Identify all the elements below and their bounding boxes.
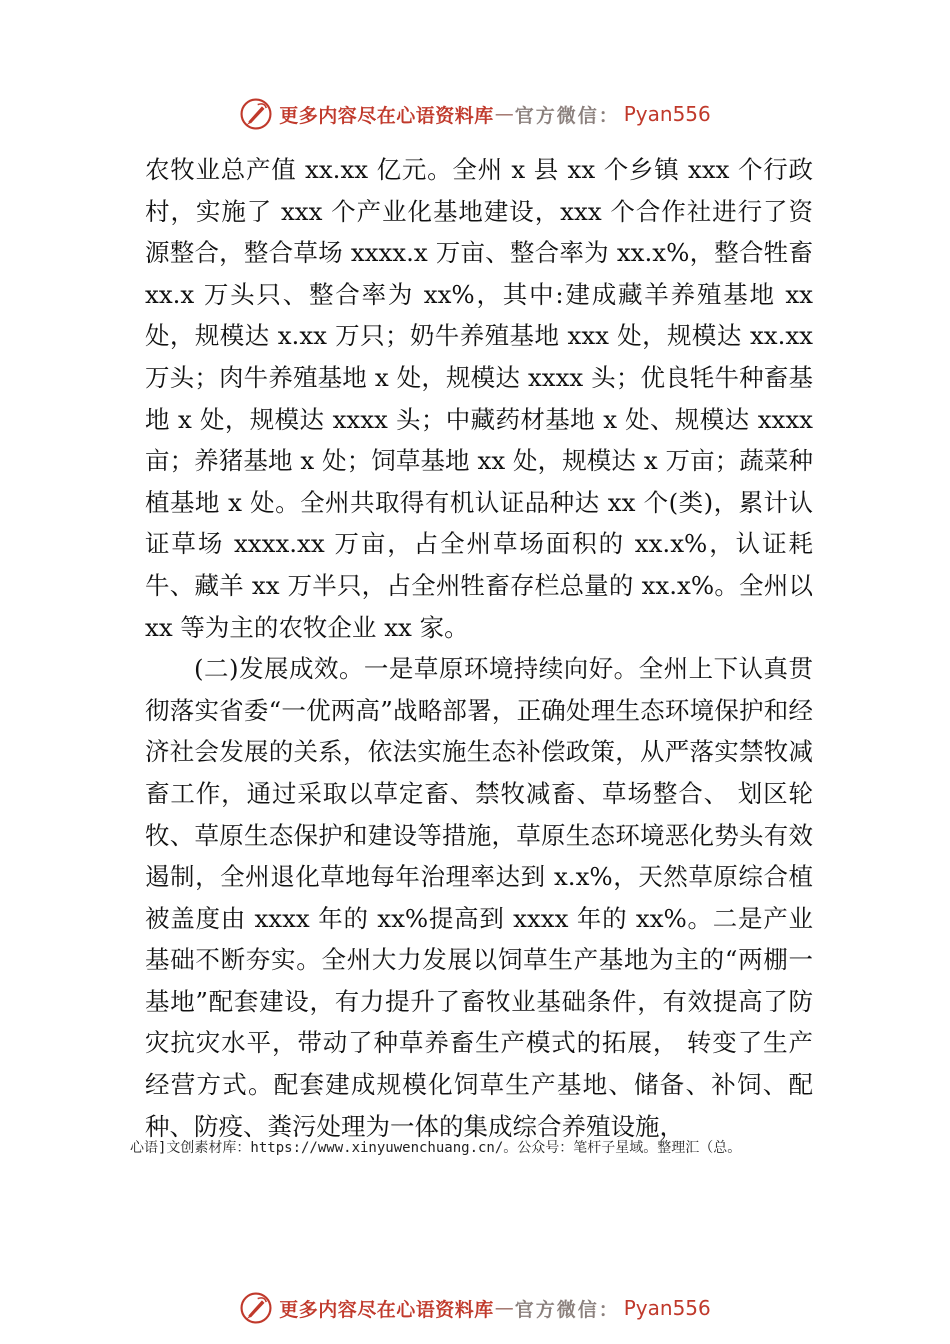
paragraph-1: 农牧业总产值 xx.xx 亿元。全州 x 县 xx 个乡镇 xxx 个行政村，实施了 xxx 个产业化基地建设，xxx 个合作社进行了资源整合，整合草场 xxxx.x 万亩、整合率为 xx.x%，整合牲畜 xx.x 万头只、整合率为 xx%，其中:建成藏羊养殖基地 xx 处，规模达 x.xx 万只；奶牛养殖基地 xxx 处，规模达 xx.xx 万头；肉牛养殖基地 x 处，规模达 xxxx 头；优良牦牛种畜基地 x 处，规模达 xxxx 头；中藏药材基地 x 处、规模达 xxxx 亩；养猪基地 x 处；饲草基地 xx 处，规模达 x 万亩；蔬菜种植基地 x 处。全州共取得有机认证品种达 xx 个(类)，累计认证草场 xxxx.xx 万亩，占全州草场面积的 xx.x%，认证耗牛、藏羊 xx 万半只，占全州牲畜存栏总量的 xx.x%。全州以 xx 等为主的农牧企业 xx 家。 — [145, 155, 813, 642]
banner-dash: — — [494, 1297, 514, 1319]
brush-logo-icon — [239, 97, 273, 131]
bottom-banner — [0, 1288, 950, 1328]
footer-source-note: 心语]文创素材库：https://www.xinyuwenchuang.cn/。公众号：笔杆子星域。整理汇（总。 — [130, 1140, 742, 1156]
paragraph-2: (二)发展成效。一是草原环境持续向好。全州上下认真贯彻落实省委“一优两高”战略部署，正确处理生态环境保护和经济社会发展的关系，依法实施生态补偿政策，从严落实禁牧减畜工作，通过采取以草定畜、禁牧减畜、草场整合、 划区轮牧、草原生态保护和建设等措施，草原生态环境恶化势头有效遏制，全州退化草地每年治理率达到 x.x%，天然草原综合植被盖度由 xxxx 年的 xx%提高到 xxxx 年的 xx%。二是产业基础不断夯实。全州大力发展以饲草生产基地为主的“两棚一基地”配套建设，有力提升了畜牧业基础条件，有效提高了防灾抗灾水平，带动了种草养畜生产模式的拓展， 转变了生产经营方式。配套建成规模化饲草生产基地、储备、补饲、配种、防疫、粪污处理为一体的集成综合养殖设施， — [145, 654, 813, 1141]
banner-dash: — — [494, 103, 514, 125]
document-body — [145, 149, 813, 1147]
top-banner — [0, 94, 950, 134]
banner-promo-text: 更多内容尽在心语资料库 — [279, 1298, 494, 1321]
banner-official-label: 官方微信： — [514, 1298, 620, 1321]
brush-logo-icon — [239, 1291, 273, 1325]
banner-promo-text: 更多内容尽在心语资料库 — [279, 104, 494, 127]
banner-wechat-id: Pyan556 — [623, 102, 711, 126]
banner-wechat-id: Pyan556 — [623, 1296, 711, 1320]
banner-official-label: 官方微信： — [514, 104, 620, 127]
